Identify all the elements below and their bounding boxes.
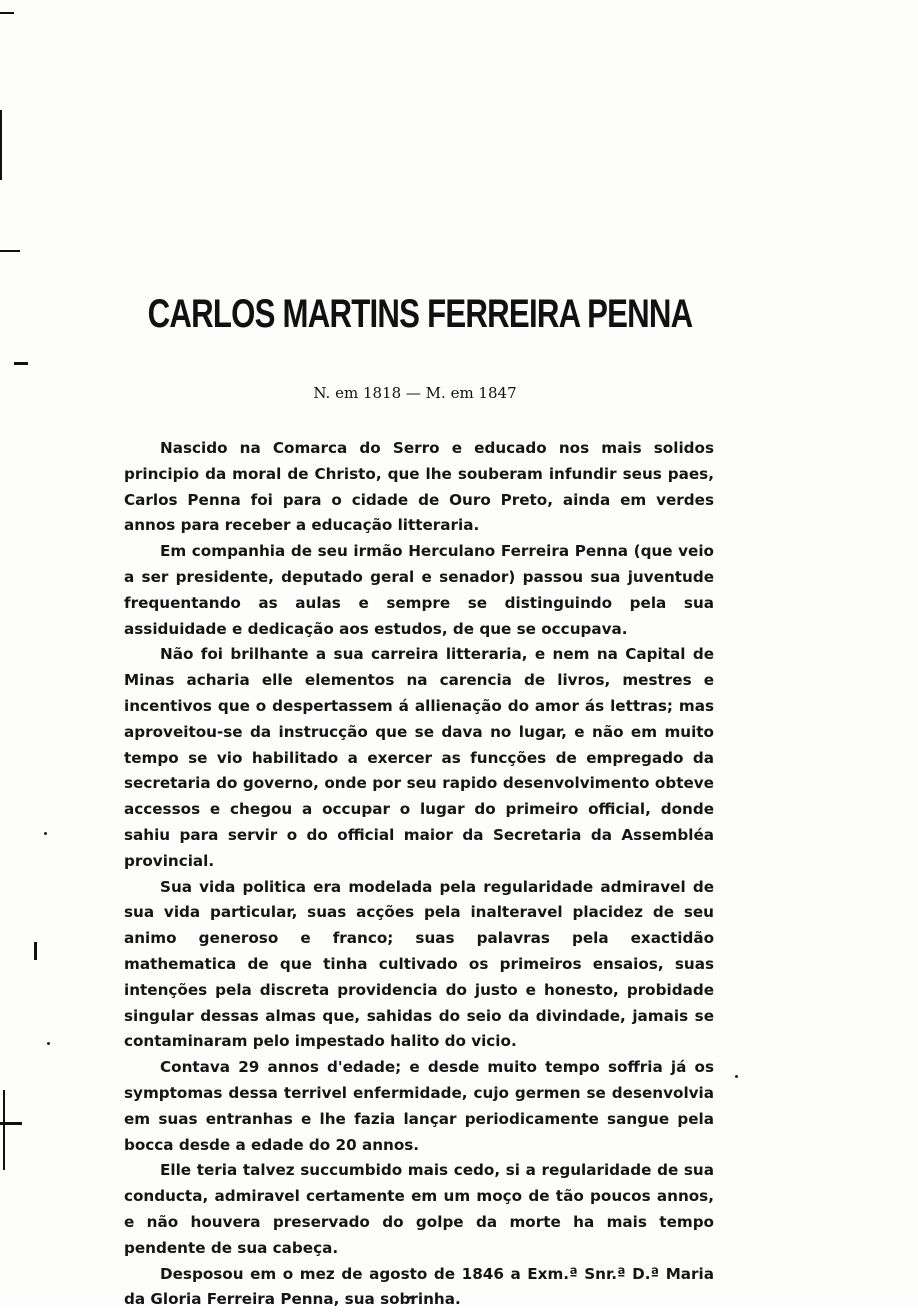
paragraph: Nascido na Comarca do Serro e educado nos mais solidos principio da moral de Christo, que lhe souberam infundir seus paes, Carlos Penna foi para o cidade de Ouro Preto, ainda em verdes annos para receber a educação litteraria. <box>124 436 714 539</box>
paragraph: Sua vida politica era modelada pela regularidade admiravel de sua vida particular, suas acções pela inalteravel placidez de seu animo generoso e franco; suas palavras pela exactidão mathematica de que tinha cultivado os primeiros ensaios, suas intenções pela discreta providencia do justo e honesto, probidade singular dessas almas que, sahidas do seio da divindade, jamais se contaminaram pelo impestado halito do vicio. <box>124 875 714 1056</box>
scan-speck <box>47 1042 50 1045</box>
scan-speck <box>44 832 47 835</box>
page-title: CARLOS MARTINS FERREIRA PENNA <box>92 292 747 337</box>
scan-speck <box>735 1075 738 1078</box>
scan-edge-mark <box>14 362 28 365</box>
scan-edge-mark <box>0 110 2 180</box>
paragraph: Contava 29 annos d'edade; e desde muito tempo soffria já os symptomas dessa terrivel enfermidade, cujo germen se desenvolvia em suas entranhas e lhe fazia lançar periodicamente sangue pela bocca desde a edade do 20 annos. <box>124 1055 714 1158</box>
paragraph: Em companhia de seu irmão Herculano Ferreira Penna (que veio a ser presidente, deputado geral e senador) passou sua juventude frequentando as aulas e sempre se distinguindo pela sua assiduidade e dedicação aos estudos, de que se occupava. <box>124 539 714 642</box>
paragraph: Elle teria talvez succumbido mais cedo, si a regularidade de sua conducta, admiravel certamente em um moço de tão poucos annos, e não houvera preservado do golpe da morte ha mais tempo pendente de sua cabeça. <box>124 1158 714 1261</box>
paragraph: Não foi brilhante a sua carreira litteraria, e nem na Capital de Minas acharia elle elementos na carencia de livros, mestres e incentivos que o despertassem á allienação do amor ás lettras; mas aproveitou-se da instrucção que se dava no lugar, e não em muito tempo se vio habilitado a exercer as funcções de empregado da secretaria do governo, onde por seu rapido desenvolvimento obteve accessos e chegou a occupar o lugar do primeiro official, donde sahiu para servir o do official maior da Secretaria da Assembléa provincial. <box>124 642 714 874</box>
scan-edge-mark <box>34 942 37 960</box>
scan-edge-mark <box>3 1090 5 1170</box>
scan-edge-mark <box>0 12 14 14</box>
body-text <box>124 436 714 1313</box>
scan-edge-mark <box>0 250 20 252</box>
page-subtitle: N. em 1818 — M. em 1847 <box>0 384 830 402</box>
paragraph: Desposou em o mez de agosto de 1846 a Exm.ª Snr.ª D.ª Maria da Gloria Ferreira Penna, sua sobrinha. <box>124 1262 714 1313</box>
